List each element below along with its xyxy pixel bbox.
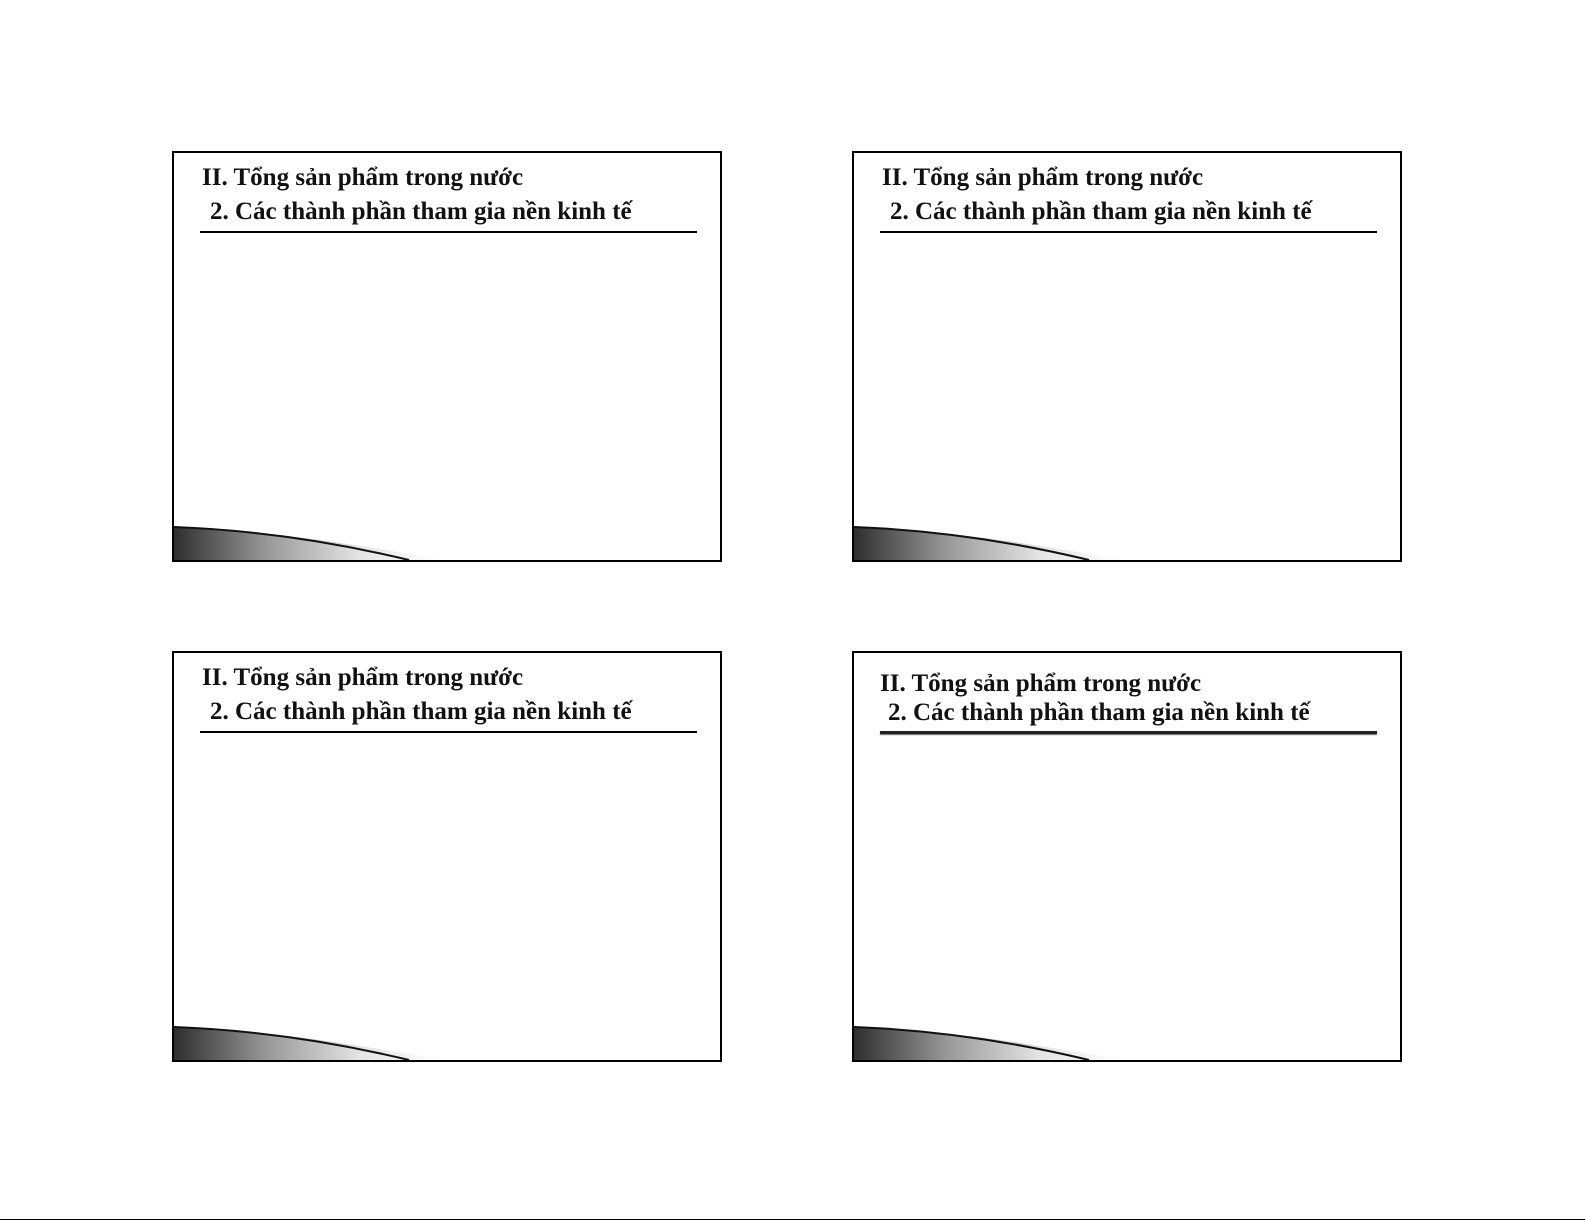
slide-title-block [202, 161, 699, 229]
title-underline [200, 731, 697, 733]
slide-title-block [202, 661, 699, 729]
slide-heading: II. Tổng sản phẩm trong nước [882, 164, 1204, 191]
slide-thumbnail-2[interactable] [852, 151, 1402, 562]
swoosh-decoration [174, 1020, 722, 1060]
swoosh-decoration [854, 520, 1402, 560]
title-underline [200, 231, 697, 233]
slide-thumbnail-4[interactable] [852, 651, 1402, 1062]
slide-subheading: 2. Các thành phần tham gia nền kinh tế [888, 699, 1310, 726]
swoosh-decoration [174, 520, 722, 560]
page-bottom-rule [0, 1219, 1585, 1220]
slide-thumbnail-1[interactable] [172, 151, 722, 562]
slide-subheading: 2. Các thành phần tham gia nền kinh tế [210, 698, 632, 725]
swoosh-decoration [854, 1020, 1402, 1060]
title-underline [880, 231, 1377, 233]
slide-thumbnail-3[interactable] [172, 651, 722, 1062]
slide-title-block [880, 669, 1377, 727]
slide-subheading: 2. Các thành phần tham gia nền kinh tế [210, 198, 632, 225]
title-underline [880, 731, 1377, 734]
slide-subheading: 2. Các thành phần tham gia nền kinh tế [890, 198, 1312, 225]
slide-heading: II. Tổng sản phẩm trong nước [880, 670, 1202, 697]
slide-title-block [882, 161, 1379, 229]
slide-heading: II. Tổng sản phẩm trong nước [202, 664, 524, 691]
slide-heading: II. Tổng sản phẩm trong nước [202, 164, 524, 191]
